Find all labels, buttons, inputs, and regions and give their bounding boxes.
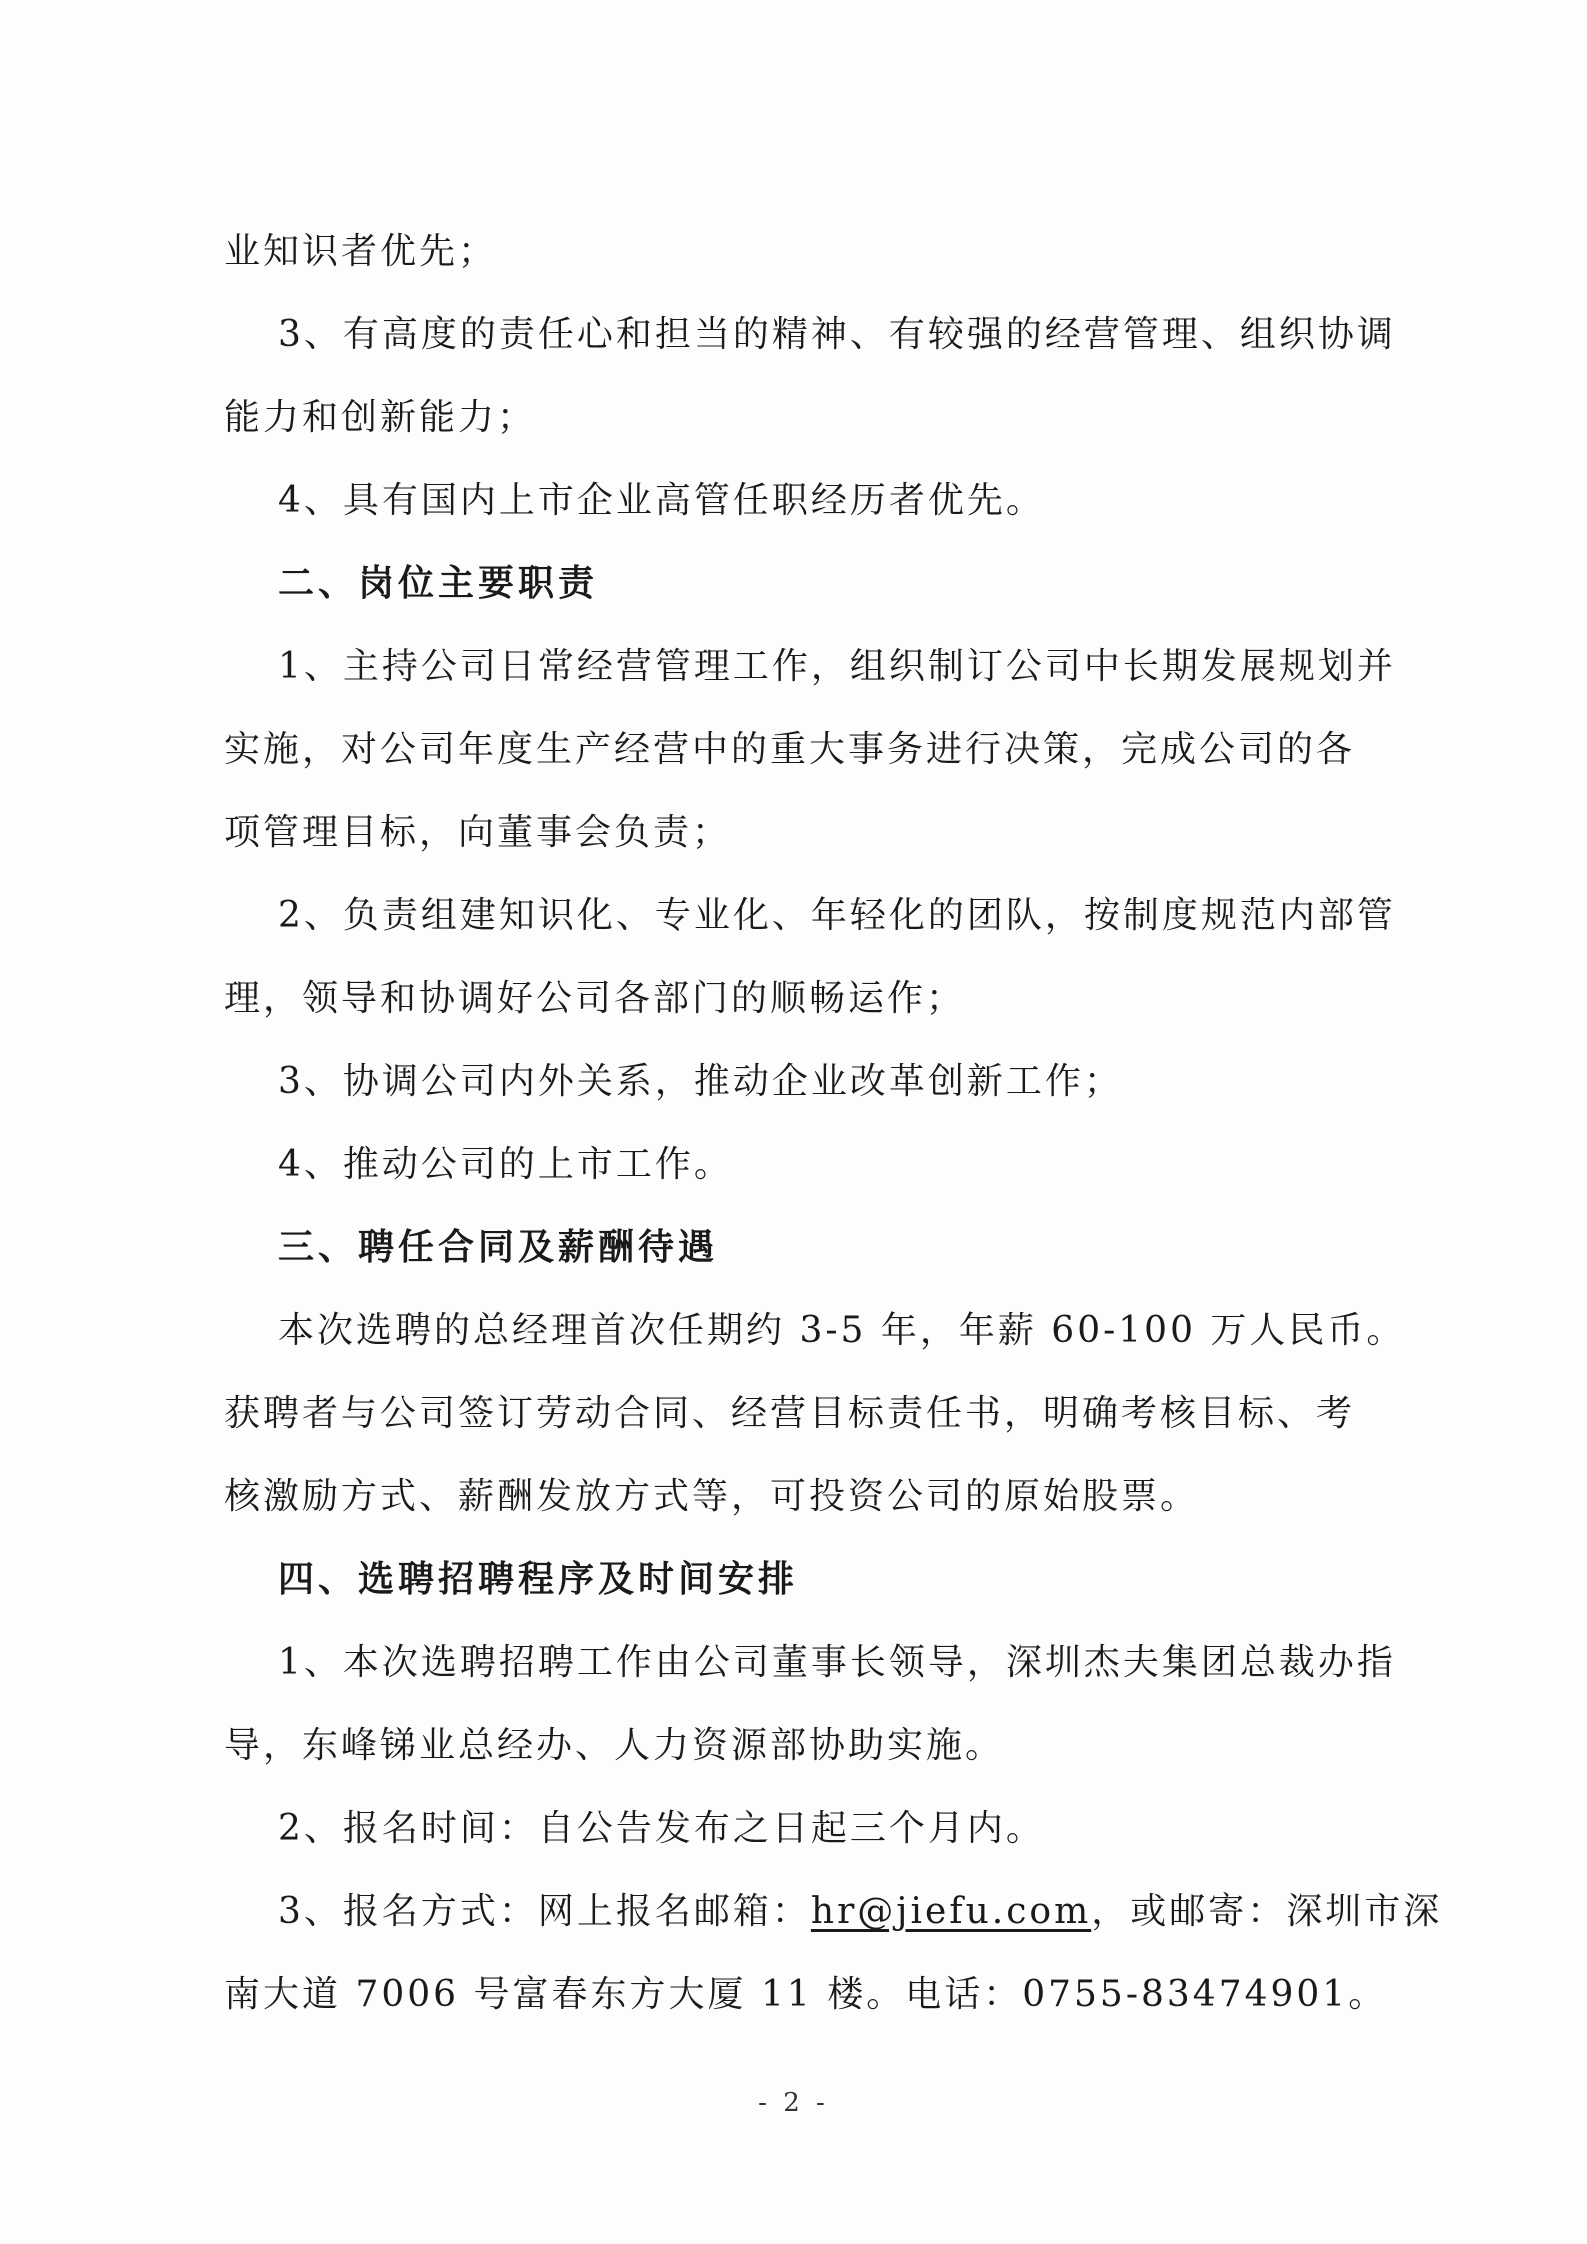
- paragraph-line: 4、具有国内上市企业高管任职经历者优先。: [278, 480, 1045, 521]
- paragraph-line: 4、推动公司的上市工作。: [278, 1144, 733, 1185]
- document-body: [224, 210, 1414, 1870]
- email-link[interactable]: hr@jiefu.com: [810, 1891, 1092, 1932]
- section-heading: 四、选聘招聘程序及时间安排: [278, 1558, 799, 1600]
- paragraph-line: 项管理目标，向董事会负责；: [224, 812, 732, 853]
- contact-suffix: ，或邮寄：深圳市深: [1091, 1891, 1443, 1932]
- paragraph-line: 3、协调公司内外关系，推动企业改革创新工作；: [278, 1061, 1123, 1102]
- paragraph-line: 业知识者优先；: [224, 231, 498, 272]
- paragraph-line: 本次选聘的总经理首次任期约 3-5 年，年薪 60-100 万人民币。: [278, 1310, 1406, 1351]
- paragraph-line: 3、有高度的责任心和担当的精神、有较强的经营管理、组织协调: [278, 314, 1396, 355]
- contact-prefix: 3、报名方式：网上报名邮箱：: [278, 1891, 811, 1932]
- paragraph-line: 1、本次选聘招聘工作由公司董事长领导，深圳杰夫集团总裁办指: [278, 1642, 1396, 1683]
- paragraph-line: 1、主持公司日常经营管理工作，组织制订公司中长期发展规划并: [278, 646, 1396, 687]
- contact-line: [224, 1870, 1468, 1953]
- paragraph-line: 2、负责组建知识化、专业化、年轻化的团队，按制度规范内部管: [278, 895, 1396, 936]
- paragraph-line: 核激励方式、薪酬发放方式等，可投资公司的原始股票。: [224, 1476, 1200, 1517]
- section-heading: 三、聘任合同及薪酬待遇: [278, 1226, 719, 1268]
- paragraph-line: 获聘者与公司签订劳动合同、经营目标责任书，明确考核目标、考: [224, 1393, 1356, 1434]
- paragraph-line: 理，领导和协调好公司各部门的顺畅运作；: [224, 978, 966, 1019]
- paragraph-line: 实施，对公司年度生产经营中的重大事务进行决策，完成公司的各: [224, 729, 1356, 770]
- paragraph-line: 导，东峰锑业总经办、人力资源部协助实施。: [224, 1725, 1005, 1766]
- paragraph-line: 2、报名时间：自公告发布之日起三个月内。: [278, 1808, 1045, 1849]
- paragraph-line: 能力和创新能力；: [224, 397, 537, 438]
- address-line: 南大道 7006 号富春东方大厦 11 楼。电话：0755-83474901。: [224, 1974, 1388, 2015]
- section-heading: 二、岗位主要职责: [278, 562, 599, 604]
- page-number: - 2 -: [758, 2088, 829, 2118]
